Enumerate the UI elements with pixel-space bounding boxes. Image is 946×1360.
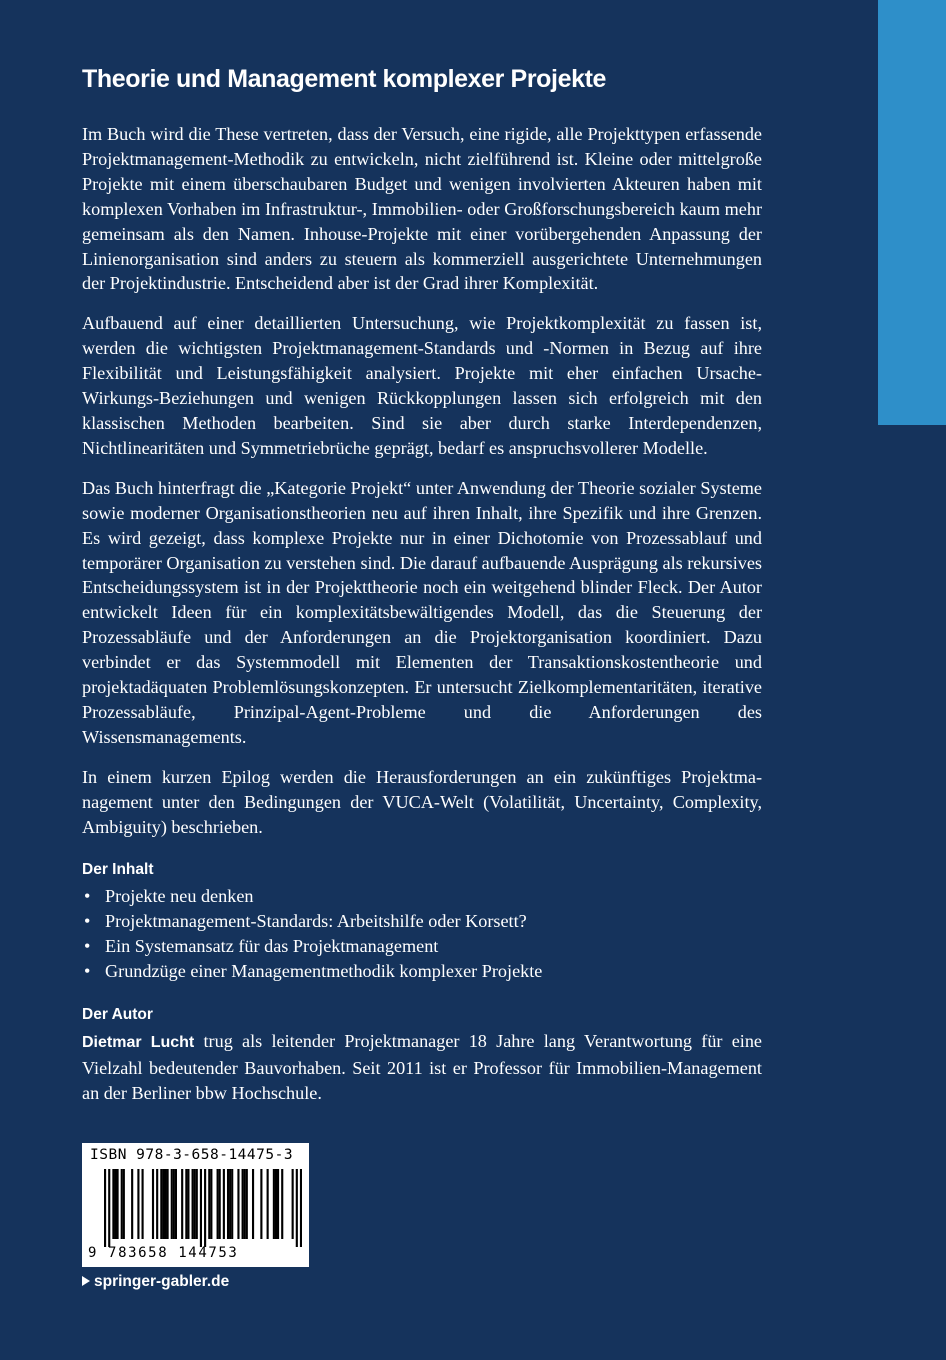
barcode-bar [219,1169,221,1239]
barcode-bar [112,1169,114,1239]
barcode-bar [196,1169,198,1239]
back-cover-text [82,62,762,1106]
barcode-bar [200,1169,202,1247]
barcode-bar [267,1169,269,1239]
barcode-bar [137,1169,139,1239]
barcode-bar [204,1169,206,1247]
barcode-bar [273,1169,275,1239]
author-bio [82,1029,762,1106]
barcode-bar [194,1169,196,1239]
accent-bar [878,0,946,425]
list-item: • Grundzüge einer Managementmethodik komplexer Projekte [82,959,762,984]
isbn-barcode [82,1143,309,1267]
barcode-bar [244,1169,246,1239]
bullet-icon: • [84,961,91,982]
barcode-bar [275,1169,277,1239]
barcode-bar [181,1169,183,1239]
barcode-bar [292,1169,294,1239]
barcode-bar [296,1169,298,1247]
barcode-bar [121,1169,123,1239]
barcode-bar [114,1169,116,1239]
barcode-bar [123,1169,125,1239]
bullet-icon: • [84,936,91,957]
paragraph-2: Aufbauend auf einer detaillierten Untersuchung, wie Projektkomplexität zu fassen ist, werden die wichtigsten Projektmanagement-Standards und -Normen in Bezug auf ihre Flexibilität und Leistungsfähigkeit analysiert. Projekte mit eher einfachen Ursache-Wirkungs-Beziehungen und wenigen Rückkopplungen lassen sich erfolgreich mit den klassischen Methoden bearbeiten. Sind sie aber durch starke Interdependenzen, Nichtlinearitäten und Symmetriebrüche geprägt, bedarf es anspruchsvollerer Modelle. [82,313,762,458]
barcode-bar [260,1169,262,1239]
contents-heading: Der Inhalt [82,861,154,879]
barcode-bar [246,1169,248,1239]
list-item: • Projektmanagement-Standards: Arbeitshilfe oder Korsett? [82,909,762,934]
barcode-bar [175,1169,177,1239]
barcode-bar [281,1169,283,1239]
barcode-bar [217,1169,219,1239]
bullet-icon: • [84,886,91,907]
barcode-bar [208,1169,210,1239]
barcode-bar [173,1169,175,1239]
barcode-bar [277,1169,279,1239]
author-name: Dietmar Lucht [82,1034,195,1052]
paragraph-1: Im Buch wird die These vertreten, dass der Versuch, eine rigide, alle Projekttypen erfassende Projektmanagement-Methodik zu entwickeln, nicht zielführend ist. Kleine oder mittelgroße Projekte mit einem überschaubaren Budget und wenigen involvierten Akteuren haben mit komplexen Vorhaben im Infrastruktur-, Immobilien- oder Großforschungsbereich kaum mehr gemeinsam als den Namen. Inhouse-Projekte mit einer vorübergehenden Anpassung der Linienorganisation sind anders zu steuern als kommerziell ausgerichtete Unternehmungen der Projektindustrie. Entscheidend aber ist der Grad ihrer Komplexität. [82,124,762,294]
isbn-label: ISBN 978-3-658-14475-3 [90,1147,294,1163]
barcode-bar [227,1169,229,1239]
barcode-bar [231,1169,233,1239]
book-title: Theorie und Management komplexer Projekte [82,65,607,93]
barcode-bar [229,1169,231,1239]
barcode-bar [210,1169,212,1239]
barcode-bar [108,1169,110,1247]
website-link[interactable] [82,1273,229,1291]
barcode-bar [164,1169,166,1239]
barcode-bar [104,1169,106,1247]
arrow-right-icon [82,1276,90,1286]
barcode-bar [152,1169,154,1239]
paragraph-3: Das Buch hinterfragt die „Kategorie Projekt“ unter Anwendung der Theorie sozialer Systeme sowie moderner Organisationstheorien neu auf ihren Inhalt, ihre Spezifik und ihre Grenzen. Es wird gezeigt, dass komplexe Projekte nur in einer Dichotomie von Prozessablauf und temporärer Organisation zu verstehen sind. Die darauf aufbauende Ausprägung als rekursives Entscheidungssystem ist in der Projekttheorie noch ein weitgehend blinder Fleck. Der Autor entwickelt Ideen für ein komplexitätsbewältigendes Modell, das die Steuerung der Prozessabläufe und der Anforderungen an die Projektorganisation koordiniert. Dazu verbindet er das Systemmodell mit Elementen der Transaktionskostentheorie und projektadäquaten Problemlösungskonzepten. Er untersucht Zielkomplementaritäten, iterative Prozessabläufe, Prinzipal-Agent-Probleme und die Anforderungen des Wissensmanagements. [82,477,762,747]
barcode-bar [162,1169,164,1239]
barcode-bar [242,1169,244,1239]
barcode-bar [237,1169,239,1239]
barcode-bar [300,1169,302,1247]
paragraph-4: In einem kurzen Epilog werden die Herausforderungen an ein zukünftiges Projektmanagement unter den Bedingungen der VUCA-Welt (Volatilität, Uncertainty, Complexity, Ambiguity) beschrieben. [82,766,762,837]
barcode-bar [131,1169,133,1239]
barcode-bars [104,1169,302,1247]
barcode-bar [223,1169,225,1239]
contents-list [82,884,762,984]
list-item: • Ein Systemansatz für das Projektmanagement [82,934,762,959]
website-url: springer-gabler.de [94,1273,230,1290]
barcode-bar [160,1169,162,1239]
barcode-bar [192,1169,194,1239]
barcode-bar [167,1169,169,1239]
barcode-bar [252,1169,254,1239]
barcode-digits: 9 783658 144753 [88,1245,239,1261]
barcode-bar [142,1169,144,1239]
barcode-bar [187,1169,189,1239]
author-heading: Der Autor [82,1006,153,1024]
list-item: • Projekte neu denken [82,884,762,909]
author-bio-text: trug als leitender Projektmanager 18 Jahre lang Verantwortung für eine Vielzahl bedeutender Bauvorhaben. Seit 2011 ist er Professor für Immobilien-Management an der Berliner bbw Hochschule. [82,1031,762,1104]
barcode-bar [156,1169,158,1239]
barcode-bar [117,1169,119,1239]
barcode-bar [185,1169,187,1239]
barcode-bar [171,1169,173,1239]
bullet-icon: • [84,911,91,932]
